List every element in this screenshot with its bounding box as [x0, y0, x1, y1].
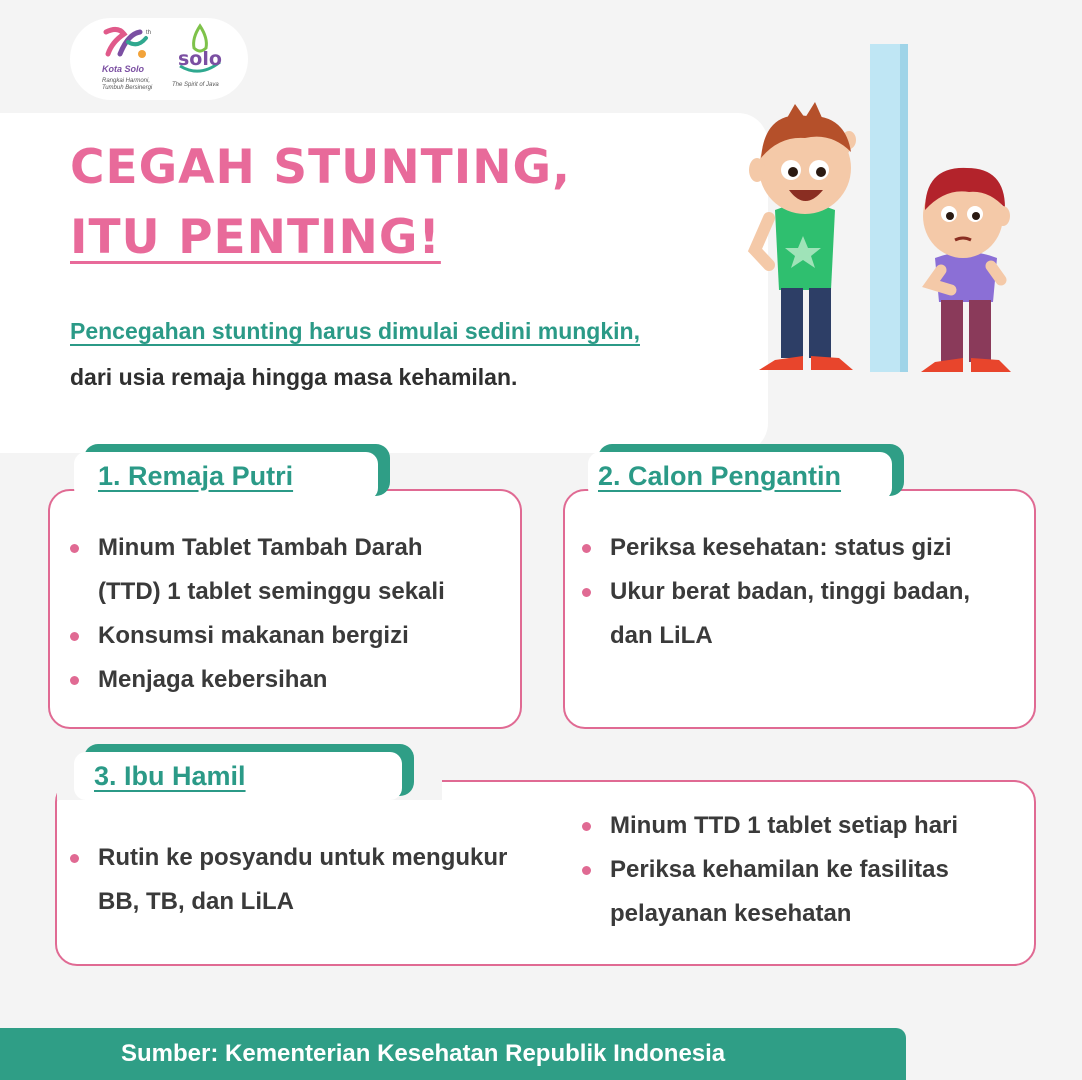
bullet-dot-icon: [70, 544, 79, 553]
bullet-dot-icon: [70, 632, 79, 641]
intro-line-1: Pencegahan stunting harus dimulai sedini mungkin,: [70, 318, 640, 344]
solo-logo-word: solo: [178, 48, 222, 70]
bullet-dot-icon: [582, 588, 591, 597]
solo-logo-caption: The Spirit of Java: [172, 82, 219, 88]
boys-measuring-height-illustration-icon: [735, 40, 1035, 380]
list-item: Ukur berat badan, tinggi badan,: [582, 570, 970, 614]
headline-line-1: CEGAH STUNTING,: [70, 140, 571, 195]
headline-line-2: ITU PENTING!: [70, 210, 441, 265]
bullet-dot-icon: [582, 544, 591, 553]
footer-source: Sumber: Kementerian Kesehatan Republik Indonesia: [0, 1028, 906, 1080]
list-item: Periksa kehamilan ke fasilitas: [582, 848, 958, 892]
bullet-dot-icon: [70, 854, 79, 863]
list-item: Periksa kesehatan: status gizi: [582, 526, 970, 570]
list-item: Menjaga kebersihan: [70, 658, 445, 702]
kota-solo-logo-icon: [98, 24, 158, 94]
list-item: (TTD) 1 tablet seminggu sekali: [98, 578, 445, 605]
kota-solo-name: Kota Solo: [102, 64, 144, 74]
list-item: Minum TTD 1 tablet setiap hari: [582, 804, 958, 848]
list-item: Rutin ke posyandu untuk mengukur: [70, 836, 507, 880]
bullet-dot-icon: [582, 866, 591, 875]
intro-line-2: dari usia remaja hingga masa kehamilan.: [70, 364, 518, 390]
calon-pengantin-list: [582, 526, 970, 658]
logo-pill: [70, 18, 248, 100]
ibu-hamil-list-left: [70, 836, 507, 924]
bullet-dot-icon: [582, 822, 591, 831]
solo-logo-icon: [168, 22, 232, 96]
kota-solo-tagline-2: Tumbuh Bersinergi: [102, 85, 153, 91]
list-item: pelayanan kesehatan: [610, 900, 852, 927]
section-title-calon-pengantin: 2. Calon Pengantin: [588, 452, 892, 500]
section-title-remaja-putri: 1. Remaja Putri: [74, 452, 378, 500]
kota-solo-tagline-1: Rangkai Harmoni,: [102, 78, 151, 84]
list-item: Minum Tablet Tambah Darah: [70, 526, 445, 570]
remaja-putri-list: [70, 526, 445, 702]
ibu-hamil-list-right: [582, 804, 958, 936]
list-item: BB, TB, dan LiLA: [98, 888, 294, 915]
bullet-dot-icon: [70, 676, 79, 685]
list-item: Konsumsi makanan bergizi: [70, 614, 445, 658]
kota-solo-badge: th: [146, 30, 152, 36]
section-title-ibu-hamil: 3. Ibu Hamil: [74, 752, 402, 800]
list-item: dan LiLA: [610, 622, 713, 649]
